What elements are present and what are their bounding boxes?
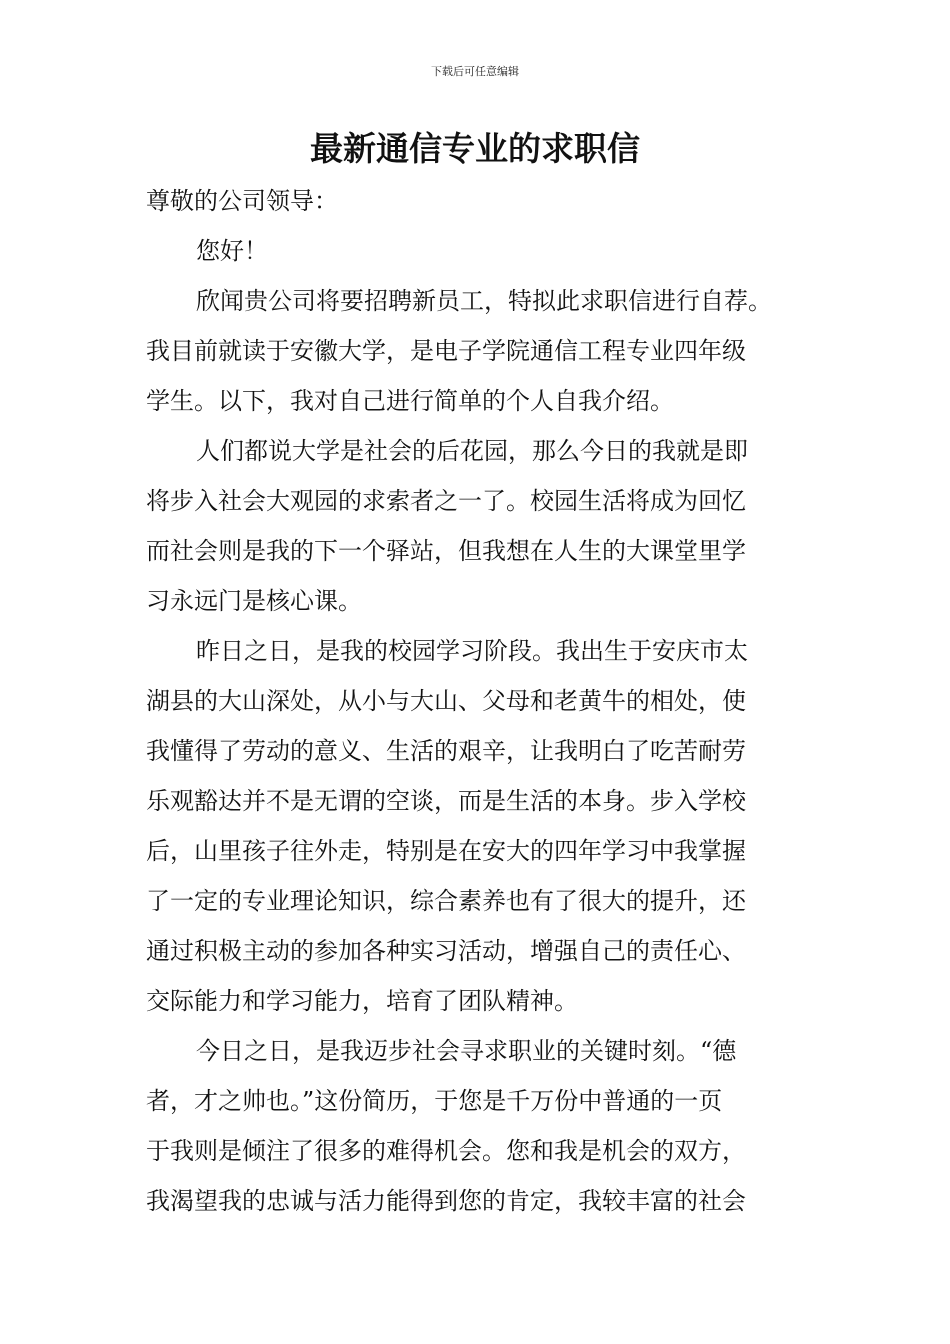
letter-body [146, 176, 810, 1226]
body-line: 而社会则是我的下一个驿站，但我想在人生的大课堂里学 [146, 537, 746, 565]
body-line: 将步入社会大观园的求索者之一了。校园生活将成为回忆 [146, 487, 746, 515]
body-line: 乐观豁达并不是无谓的空谈，而是生活的本身。步入学校 [146, 787, 746, 815]
body-line: 欣闻贵公司将要招聘新员工，特拟此求职信进行自荐。 [196, 287, 772, 315]
body-line: 您好！ [196, 237, 268, 265]
letter-lines [146, 226, 810, 1226]
body-line: 于我则是倾注了很多的难得机会。您和我是机会的双方， [146, 1137, 746, 1165]
body-line: 后，山里孩子往外走，特别是在安大的四年学习中我掌握 [146, 837, 746, 865]
body-line: 湖县的大山深处，从小与大山、父母和老黄牛的相处，使 [146, 687, 746, 715]
body-line: 者，才之帅也。”这份简历，于您是千万份中普通的一页 [146, 1087, 723, 1115]
body-line: 我懂得了劳动的意义、生活的艰辛，让我明白了吃苦耐劳 [146, 737, 746, 765]
salutation: 尊敬的公司领导： [146, 187, 338, 215]
header-note: 下载后可任意编辑 [431, 65, 519, 78]
body-line: 今日之日，是我迈步社会寻求职业的关键时刻。“德 [196, 1037, 737, 1065]
body-line: 通过积极主动的参加各种实习活动，增强自己的责任心、 [146, 937, 746, 965]
body-line: 我目前就读于安徽大学，是电子学院通信工程专业四年级 [146, 337, 746, 365]
body-line: 学生。以下，我对自己进行简单的个人自我介绍。 [146, 387, 674, 415]
body-line: 我渴望我的忠诚与活力能得到您的肯定，我较丰富的社会 [146, 1187, 746, 1215]
body-line: 交际能力和学习能力，培育了团队精神。 [146, 987, 578, 1015]
body-line: 昨日之日，是我的校园学习阶段。我出生于安庆市太 [196, 637, 748, 665]
body-line: 人们都说大学是社会的后花园，那么今日的我就是即 [196, 437, 748, 465]
body-line: 了一定的专业理论知识，综合素养也有了很大的提升，还 [146, 887, 746, 915]
document-title: 最新通信专业的求职信 [310, 129, 640, 168]
body-line: 习永远门是核心课。 [146, 587, 362, 615]
